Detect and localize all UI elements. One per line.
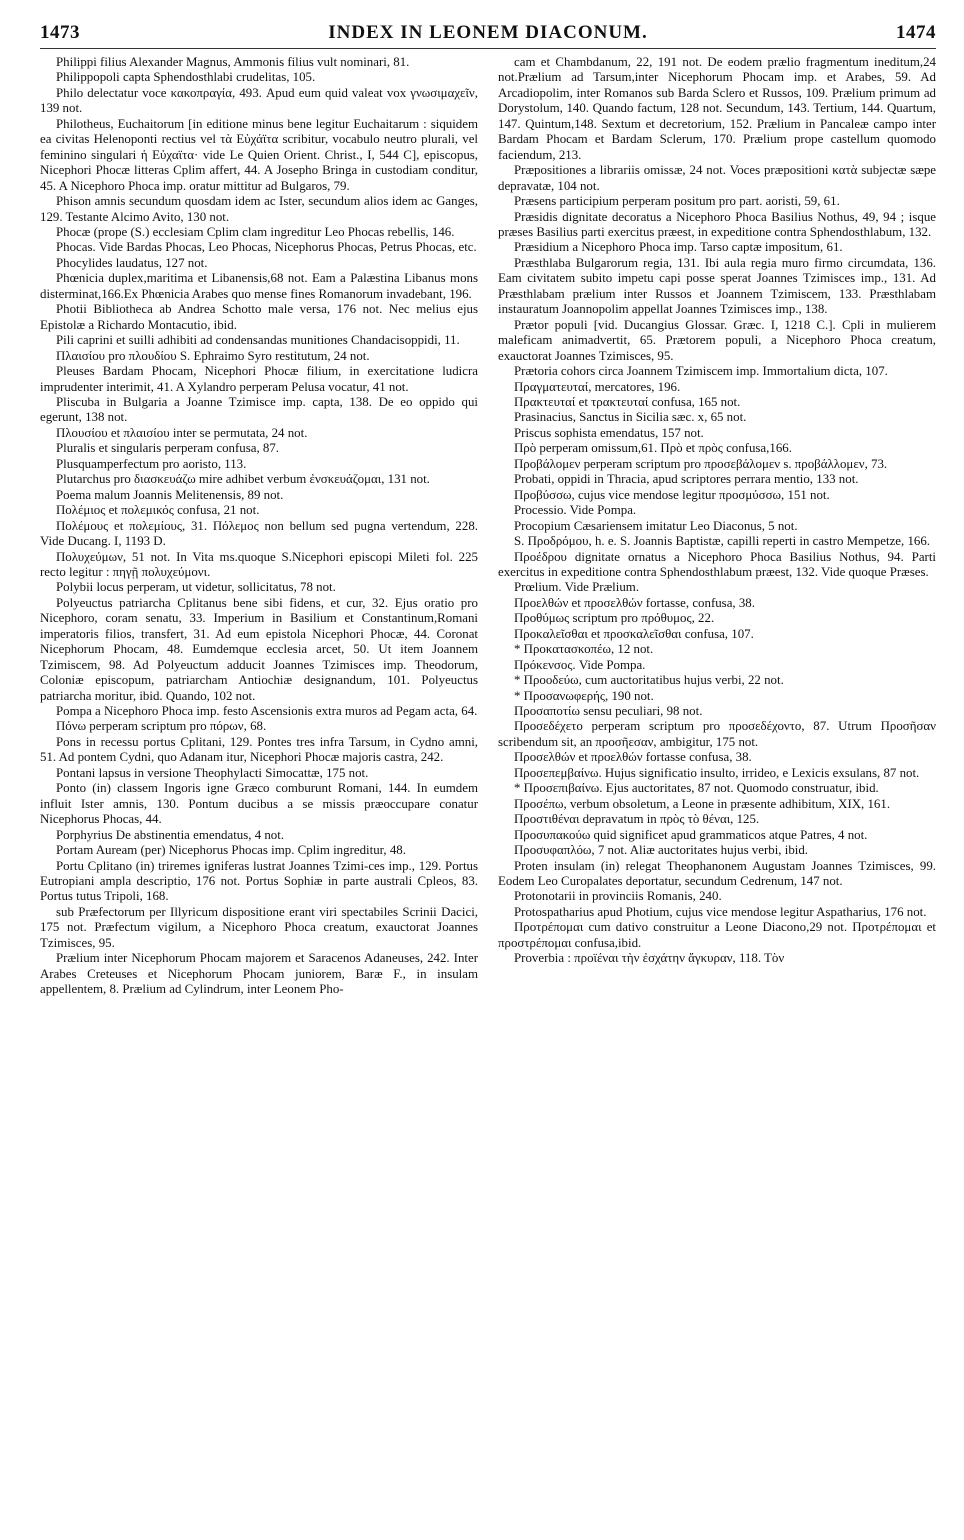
index-entry: S. Προδρόμου, h. e. S. Joannis Baptistæ, capilli reperti in castro Mempetze, 166. <box>514 534 931 549</box>
index-entry: Poema malum Joannis Melitenensis, 89 not. <box>56 487 284 502</box>
index-entry: Πρόκενσος. Vide Pompa. <box>514 657 646 672</box>
index-entry: Πραγματευταί, mercatores, 196. <box>514 379 681 394</box>
index-entry: Πρακτευταί et τρακτευταί confusa, 165 not. <box>514 394 741 409</box>
right-page-number: 1474 <box>895 22 936 43</box>
index-entry: Πολέμους et πολεμίους, 31. Πόλεμος non bellum sed pugna vertendum, 228. Vide Ducang. I, 1193 D. <box>40 518 478 549</box>
index-entry: Porphyrius De abstinentia emendatus, 4 not. <box>56 827 285 842</box>
index-entry: Προθύμως scriptum pro πρόθυμος, 22. <box>514 611 715 626</box>
index-entry: Προέδρου dignitate ornatus a Nicephoro Phoca Basilius Nothus, 94. Parti exercitus in expeditione contra Sphendosthlabum præest, 132. Vide quoque Præses. <box>498 549 936 579</box>
text-columns <box>40 55 936 998</box>
running-title: INDEX IN LEONEM DIACONUM. <box>328 22 648 43</box>
index-entry: Præsidis dignitate decoratus a Nicephoro Phoca Basilius Nothus, 49, 94 ; isque præses Basilius parti exercitus præest, in expeditione contra Sphendosthlabum, 132. <box>498 209 936 239</box>
index-entry: Portu Cplitano (in) triremes igniferas lustrat Joannes Tzimi-ces imp., 129. Portus Eutropiani ampla descriptio, 176 not. Portus Sophiæ in parte australi Cpleos, 83. Portus tutus Tripoli, 168. <box>40 858 478 904</box>
index-entry: Pompa a Nicephoro Phoca imp. festo Ascensionis extra muros ad Pegam acta, 64. <box>56 704 478 719</box>
index-entry: Phœnicia duplex,maritima et Libanensis,68 not. Eam a Palæstina Libanus mons disterminat,166.Ex Phœnicia Arabes quo mense fines Romanorum invadebant, 196. <box>40 271 478 301</box>
index-entry: Protonotarii in provinciis Romanis, 240. <box>514 889 722 904</box>
index-entry: Phocylides laudatus, 127 not. <box>56 255 208 270</box>
index-entry: Processio. Vide Pompa. <box>514 503 637 518</box>
index-entry: Προστιθέναι depravatum in πρὸς τὸ θέναι, 125. <box>514 812 760 827</box>
index-entry: Prælium inter Nicephorum Phocam majorem et Saracenos Adaneuses, 242. Inter Arabes Creteuses et Nicephorum Phocam juniorem, Baræ F., in insulam appellentem, 8. Prælium ad Cylindrum, inter Leonem Pho- <box>40 951 478 997</box>
index-entry: Πόνω perperam scriptum pro πόρων, 68. <box>56 719 267 734</box>
index-entry: Prœlium. Vide Prælium. <box>514 580 640 595</box>
index-entry: Προβύσσω, cujus vice mendose legitur προσμύσσω, 151 not. <box>514 487 830 502</box>
index-entry: Præsens participium perperam positum pro part. aoristi, 59, 61. <box>514 194 840 209</box>
index-entry: Προσαποτίω sensu peculiari, 98 not. <box>514 704 703 719</box>
index-entry: Πρὸ perperam omissum,61. Πρὸ et πρὸς confusa,166. <box>514 441 792 456</box>
index-entry: Pleuses Bardam Phocam, Nicephori Phocæ filium, in exercitatione ludicra imprudenter interimit, 41. A Xylandro perperam Pelusa vocatur, 41 not. <box>40 364 478 394</box>
index-entry: Ponto (in) classem Ingoris igne Græco comburunt Romani, 144. In eumdem influit Ister amnis, 130. Pontum ducibus a se missis præoccupare conatur Nicephorus Phocas, 44. <box>40 781 478 827</box>
page-header <box>40 22 936 49</box>
index-entry: Pluralis et singularis perperam confusa, 87. <box>56 441 280 456</box>
index-entry: Philo delectatur voce κακοπραγία, 493. Apud eum quid valeat vox γνωσιμαχεῖν, 139 not. <box>40 85 478 116</box>
index-entry: * Προοδεύω, cum auctoritatibus hujus verbi, 22 not. <box>514 673 784 688</box>
index-entry: Protospatharius apud Photium, cujus vice mendose legitur Aspatharius, 176 not. <box>514 904 927 919</box>
index-entry: Pontani lapsus in versione Theophylacti Simocattæ, 175 not. <box>56 765 369 780</box>
index-entry: Portam Auream (per) Nicephorus Phocas imp. Cplim ingreditur, 48. <box>56 843 406 858</box>
index-entry: Polyeuctus patriarcha Cplitanus bene sibi fidens, et cur, 32. Ejus oratio pro Nicephoro, coram senatu, 33. Imperium in Basilium et Constantinum,Romani imperatoris filios, transfert, 31. Ad eum epistola Nicephori Phocæ, 44. Coronat Nicephorum Phocam, 48. Eumdemque ecclesia arcet, 50. Ut item Joannem Tzimiscem, 98. Ad Polyeuctum adducit Joannes Tzimisces imp. Theodorum, Coloniæ episcopum, patriarcham Antiochiæ designandum, 101. Polyeuctus patriarcha moritur, ibid. Quando, 102 not. <box>40 595 478 703</box>
index-entry: Πλαισίου pro πλουδίου S. Ephraimo Syro restitutum, 24 not. <box>56 348 370 363</box>
index-entry: Prætoria cohors circa Joannem Tzimiscem imp. Immortalium dicta, 107. <box>514 364 888 379</box>
index-entry: * Προσεπιβαίνω. Ejus auctoritates, 87 not. Quomodo construatur, ibid. <box>514 781 879 796</box>
index-entry: Προσεδέχετο perperam scriptum pro προσεδέχοντο, 87. Utrum Προσῆσαν scribendum sit, an προσῆεσαν, ambigitur, 175 not. <box>498 719 936 749</box>
index-entry: Præsthlaba Bulgarorum regia, 131. Ibi aula regia muro firmo circumdata, 136. Eam civitatem subito impetu capi posse sperat Joannes Tzimisces imp., 131. Ad Præsthlabam prælium inter Russos et Joannem Tzimiscem, 133. Præsthlabam instauratum Joannopolim appellat Joannes Tzimisces imp., 138. <box>498 255 936 317</box>
index-entry: sub Præfectorum per Illyricum dispositione erant viri spectabiles Scrinii Dacici, 175 not. Præfectum vigilum, a Nicephoro Phoca creatum, exauctorat Joannes Tzimisces, 95. <box>40 904 478 950</box>
index-entry: Pons in recessu portus Cplitani, 129. Pontes tres infra Tarsum, in Cydno amni, 51. Ad pontem Cydni, quo Adanam itur, Nicephori Phocæ majoris castra, 242. <box>40 734 478 765</box>
index-entry: Πολυχεύμων, 51 not. In Vita ms.quoque S.Nicephori episcopi Mileti fol. 225 recto legitur : πηγῇ πολυχεύμονι. <box>40 549 478 579</box>
index-entry: Præsidium a Nicephoro Phoca imp. Tarso captæ impositum, 61. <box>514 240 843 255</box>
index-entry: Πολέμιος et πολεμικός confusa, 21 not. <box>56 503 260 518</box>
index-entry: Προσεπεμβαίνω. Hujus significatio insulto, irrideo, e Lexicis exsulans, 87 not. <box>514 765 920 780</box>
index-entry: Photii Bibliotheca ab Andrea Schotto male versa, 176 not. Nec melius ejus Epistolæ a Richardo Montacutio, ibid. <box>40 302 478 332</box>
index-entry: Προελθών et προσελθών fortasse, confusa, 38. <box>514 595 755 610</box>
index-entry: Προσελθών et προελθών fortasse confusa, 38. <box>514 750 752 765</box>
index-entry: Proverbia : προϊέναι τὴν ἐσχάτην ἄγκυραν, 118. Τὸν <box>514 951 785 966</box>
index-entry: Probati, oppidi in Thracia, apud scriptores perrara mentio, 133 not. <box>514 472 859 487</box>
index-entry: Pili caprini et suilli adhibiti ad condensandas munitiones Chandacisoppidi, 11. <box>56 333 460 348</box>
right-column <box>498 55 936 998</box>
index-entry: Priscus sophista emendatus, 157 not. <box>514 425 704 440</box>
index-entry: Προσέπω, verbum obsoletum, a Leone in præsente adhibitum, XIX, 161. <box>514 796 891 811</box>
index-entry: Polybii locus perperam, ut videtur, sollicitatus, 78 not. <box>56 580 336 595</box>
index-entry: Prasinacius, Sanctus in Sicilia sæc. x, 65 not. <box>514 410 747 425</box>
index-entry: Phison amnis secundum quosdam idem ac Ister, secundum alios idem ac Ganges, 129. Testante Alcimo Avito, 130 not. <box>40 194 478 224</box>
index-entry: Phocæ (prope (S.) ecclesiam Cplim clam ingreditur Leo Phocas rebellis, 146. <box>56 224 455 239</box>
index-entry: Philippopoli capta Sphendosthlabi crudelitas, 105. <box>56 70 316 85</box>
left-page-number: 1473 <box>40 22 80 43</box>
index-entry: Philippi filius Alexander Magnus, Ammonis filius vult nominari, 81. <box>56 55 410 69</box>
index-entry: Προσυπακούω quid significet apud grammaticos atque Patres, 4 not. <box>514 827 868 842</box>
index-entry: * Προκατασκοπέω, 12 not. <box>514 642 654 657</box>
index-entry: Prætor populi [vid. Ducangius Glossar. Græc. I, 1218 C.]. Cpli in mulierem maleficam animadvertit, 65. Prætorem populi, a Nicephoro Phoca creatum, exauctorat Joannes Tzimisces, 95. <box>498 317 936 363</box>
index-entry: Proten insulam (in) relegat Theophanonem Augustam Joannes Tzimisces, 99. Eodem Leo Curopalates deportatur, secundum Cedrenum, 147 not. <box>498 858 936 889</box>
index-entry: Προσυφαπλόω, 7 not. Aliæ auctoritates hujus verbi, ibid. <box>514 843 809 858</box>
index-entry: Προτρέπομαι cum dativo construitur a Leone Diacono,29 not. Προτρέπομαι et προστρέπομαι confusa,ibid. <box>498 920 936 950</box>
index-entry: Procopium Cæsariensem imitatur Leo Diaconus, 5 not. <box>514 518 798 533</box>
index-entry: cam et Chambdanum, 22, 191 not. De eodem prælio fragmentum ineditum,24 not.Prælium ad Tarsum,inter Nicephorum Phocam imp. et Arabes, 59. Ad Arcadiopolim, inter Romanos sub Barda Sclero et Russos, 109. Prælium primum ad Dorystolum, 140. Quando factum, 128 not. Secundum, 143. Tertium, 144. Quartum, 147. Quintum,148. Sextum et decretorium, 152. Prælium in Pancaleæ campo inter Bardam Phocam et Bardam Sclerum, 170. Prælium prope castellum quomodo faciendum, 213. <box>498 55 936 162</box>
index-entry: Προβάλομεν perperam scriptum pro προσεβάλομεν s. προβάλλομεν, 73. <box>514 456 888 471</box>
index-entry: Pliscuba in Bulgaria a Joanne Tzimisce imp. capta, 138. De eo oppido qui egerunt, 138 not. <box>40 394 478 425</box>
index-entry: * Προσανωφερής, 190 not. <box>514 688 654 703</box>
index-entry: Plusquamperfectum pro aoristo, 113. <box>56 456 247 471</box>
index-entry: Προκαλεῖσθαι et προσκαλεῖσθαι confusa, 107. <box>514 626 754 641</box>
index-entry: Præpositiones a librariis omissæ, 24 not. Voces præpositioni κατὰ subjectæ sæpe depravatæ, 104 not. <box>498 163 936 193</box>
index-entry: Plutarchus pro διασκευάζω mire adhibet verbum ἐνσκευάζομαι, 131 not. <box>56 472 430 487</box>
left-column <box>40 55 478 998</box>
index-entry: Phocas. Vide Bardas Phocas, Leo Phocas, Nicephorus Phocas, Petrus Phocas, etc. <box>56 240 477 255</box>
index-entry: Philotheus, Euchaitorum [in editione minus bene legitur Euchaitarum : siquidem ea civitas Helenoponti rectius vel τὰ Εὐχάϊτα scribitur, vocabulo neutro plurali, vel feminino singulari ἡ Εὐχαϊτα· vide Le Quien Orient. Christ., I, 544 C], episcopus, Nicephori Phocæ litteras Cplim affert, 44. A Josepho Bringa in custodiam conditur, 45. A Nicephoro Phoca imp. oratur mittitur ad Bulgaros, 79. <box>40 116 478 193</box>
index-entry: Πλουσίου et πλαισίου inter se permutata, 24 not. <box>56 425 308 440</box>
